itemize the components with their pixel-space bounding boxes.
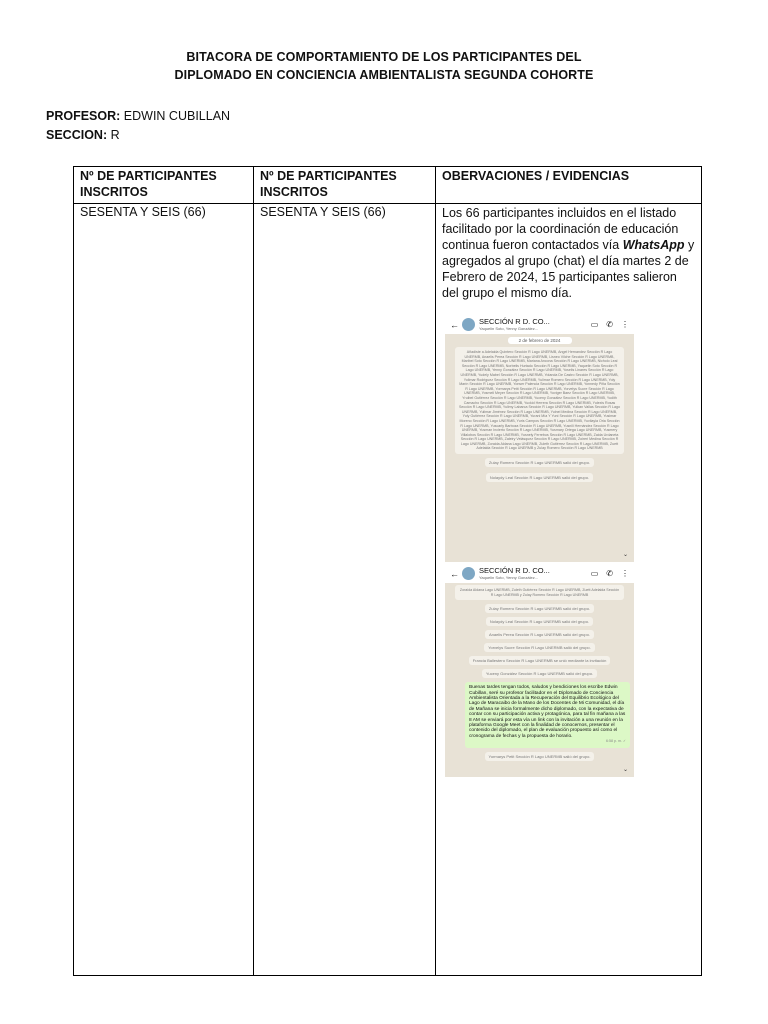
video-call-icon: ▭ — [590, 320, 599, 329]
group-avatar-icon — [462, 567, 475, 580]
profesor-value: EDWIN CUBILLAN — [123, 109, 231, 123]
system-added-message: Zoraida Aldana Lago UNERMB, Zuleth Gutiérrez Sección R Lago UNERMB, Zuett Adelaida Sección R Lago UNERMB y Zulay Romero Sección R Lago UNERMB — [455, 585, 624, 600]
system-left-message: Nolaydy Leal Sección R Lago UNERMB salió del grupo. — [486, 473, 593, 482]
phone-icon: ✆ — [606, 569, 613, 578]
chat-members: Yaquelin Soto, Yenny González... — [479, 574, 539, 580]
profesor-label: PROFESOR: — [46, 109, 121, 123]
system-left-message: Nolaydy Leal Sección R Lago UNERMB salió del grupo. — [486, 617, 593, 626]
scroll-down-chevron-icon: ⌄ — [622, 552, 628, 558]
message-time: 6:58 p. m. ✓ — [606, 739, 626, 744]
more-options-icon: ⋮ — [621, 569, 629, 578]
observation-part2: y agregados al grupo (chat) el día martes 2 de Febrero de 2024, 15 participantes salieron del grupo el mismo día. — [442, 238, 695, 300]
participants-table — [73, 166, 702, 976]
observation-app-name: WhatsApp — [622, 238, 685, 252]
document-title-line2: DIPLOMADO EN CONCIENCIA AMBIENTALISTA SEGUNDA COHORTE — [174, 68, 594, 82]
whatsapp-screenshot-1 — [445, 315, 634, 562]
seccion-value: R — [110, 128, 120, 142]
chat-header — [445, 564, 634, 583]
more-options-icon: ⋮ — [621, 320, 629, 329]
seccion-label: SECCION: — [46, 128, 108, 142]
back-arrow-icon: ← — [450, 319, 459, 330]
document-title-line1: BITACORA DE COMPORTAMIENTO DE LOS PARTICIPANTES DEL — [186, 50, 582, 64]
system-left-message: Yormarys Petit Sección R Lago UNERMB salió del grupo. — [485, 752, 595, 761]
cell-participants-2: SESENTA Y SEIS (66) — [254, 204, 436, 976]
system-left-message: Yuceny González Sección R Lago UNERMB salió del grupo. — [482, 669, 597, 678]
message-bubble-outgoing — [465, 682, 630, 747]
system-left-message: Anaelis Perea Sección R Lago UNERMB salió del grupo. — [485, 630, 594, 639]
scroll-down-chevron-icon: ⌄ — [622, 767, 628, 773]
chat-header — [445, 315, 634, 334]
observation-text — [442, 205, 695, 301]
system-added-message: Añadiste a Adelaida Quintero Sección R Lago UNERMB, Angel Hernandez Sección R Lago UNERMB, Anaelis Perea Sección R Lago UNERMB, Lisneo Vilche Sección R Lago UNERMB, Maribel Soto Sección R Lago UNERMB, Mariana Ancona Sección R Lago UNERMB, Nicholo Leal Sección R Lago UNERMB, Norbelis Hurtado Sección R Lago UNERMB, Yaquelin Soto Sección R Lago UNERMB, Yenny González Sección R Lago UNERMB, Yoselis Linares Sección R Lago UNERMB, Yudely Mabel Sección R Lago UNERMB, Yolanda De Castro Sección R Lago UNERMB, Yolimar Rodriguez Sección R Lago UNERMB, Yulimar Romero Sección R Lago UNERMB, Yoly Marín Sección R Lago UNERMB, Yonser Palencia Sección R Lago UNERMB, Yonnedy Piña Sección R Lago UNERMB, Yormarys Petit Sección R Lago UNERMB, Yorvelys Sucre Sección R Lago UNERMB, Yosmeli Meyer Sección R Lago UNERMB, Yoviger Baez Sección R Lago UNERMB, Yruibel Gutiérrez Sección R Lago UNERMB, Yuceny González Sección R Lago UNERMB, Yudith Camacho Sección R Lago UNERMB, Yuckid Herrera Sección R Lago UNERMB, Yulexis Rosas Sección R Lago UNERMB, Yulimy Labarca Sección R Lago UNERMB, Yulkan Vallas Sección R Lago UNERMB, Yulimar Jiménez Sección R Lago UNERMB, Yulnel Medina Sección R Lago UNERMB, Yuly Gutiérrez Sección R Lago UNERMB, Yurani Mía Y Yuni Sección R Lago UNERMB, Yusimar Moreno Sección R Lago UNERMB, Yuris Campos Sección R Lago UNERMB, Yuvilayla Oria Sección R Lago UNERMB, Yuscarly Barboza Sección R Lago UNERMB, Yusnili Hernández Sección R Lago UNERMB, Yusman Incierto Sección R Lago UNERMB, Yusmary Ortega Lago UNERMB, Yusmery Villalobos Sección R Lago UNERMB, Yusnely Ferrebus Sección R Lago UNERMB, Zaida Urdaneta Sección R Lago UNERMB, Zaleiry Velásquez Sección R Lago UNERMB, Zoireri Medina Sección R Lago UNERMB, Zoraida Aldana Lago UNERMB, Zuleth Gutiérrez Sección R Lago UNERMB, Zuett Adelaida Sección R Lago UNERMB y Zulay Romero Sección R Lago UNERMB — [455, 347, 624, 454]
message-text: Buenas tardes tengan todos, saludos y bendiciones los escribe Edwin Cubillan, seré su profesor facilitador en el Diplomado de Conciencia Ambientalista Orientada a la Recuperación del Equilibrio Ecológico del Lago de Maracaibo de la Mano de los Docentes de Mi Comunidad, el día de Mañana se inicia formalmente dicho diplomado, con la expectativa de contar con su participación activa y protagónica, para tal fin mañana a las 8 AM se enviará por esta vía un link con la invitación a una reunión en la plataforma Google Meet con la finalidad de conocernos, presentar el contenido del diplomado, el plan de evaluación propuesto así como el cronograma de fechas y la propuesta de horario. — [469, 685, 626, 739]
profesor-line — [46, 109, 230, 123]
system-joined-message: Francia Ballestero Sección R Lago UNERMB se unió mediante la invitación — [469, 656, 611, 665]
seccion-line — [46, 128, 120, 142]
header-observations: OBERVACIONES / EVIDENCIAS — [436, 167, 702, 204]
group-avatar-icon — [462, 318, 475, 331]
table-header-row — [74, 167, 702, 204]
cell-participants-1: SESENTA Y SEIS (66) — [74, 204, 254, 976]
chat-members: Yaquelin Soto, Yenny González... — [479, 325, 539, 331]
system-left-message: Zulay Romero Sección R Lago UNERMB salió del grupo. — [485, 458, 594, 467]
whatsapp-screenshot-2 — [445, 564, 634, 777]
header-participants-1: Nº DE PARTICIPANTES INSCRITOS — [74, 167, 254, 204]
chat-name: SECCIÓN R D. CO... — [479, 565, 550, 575]
date-pill: 2 de febrero de 2024 — [508, 337, 572, 344]
system-left-message: Yorvelys Sucre Sección R Lago UNERMB salió del grupo. — [484, 643, 595, 652]
video-call-icon: ▭ — [590, 569, 599, 578]
system-left-message: Zulay Romero Sección R Lago UNERMB salió del grupo. — [485, 604, 594, 613]
phone-icon: ✆ — [606, 320, 613, 329]
header-participants-2: Nº DE PARTICIPANTES INSCRITOS — [254, 167, 436, 204]
table-row — [74, 204, 702, 976]
back-arrow-icon: ← — [450, 568, 459, 579]
cell-observations — [436, 204, 702, 976]
observation-part1: Los 66 participantes incluidos en el listado facilitado por la coordinación de educación continua fueron contactados vía — [442, 206, 679, 252]
chat-name: SECCIÓN R D. CO... — [479, 316, 550, 326]
